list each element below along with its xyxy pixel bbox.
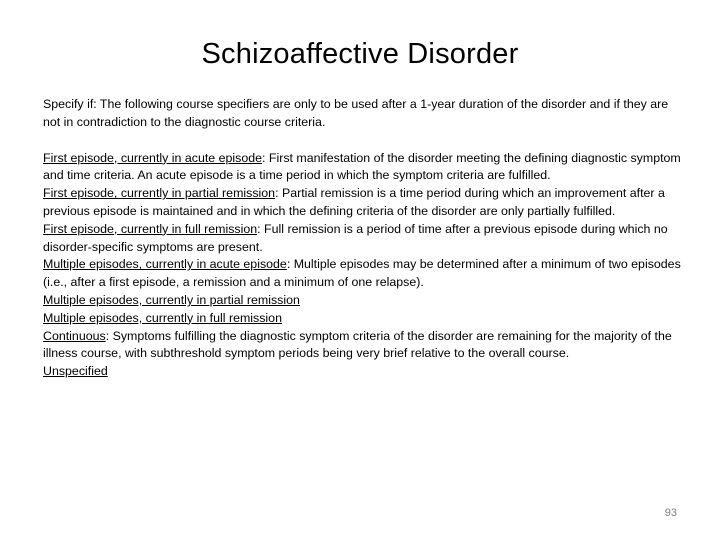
specifier-description: : First manifestation of the disorder meeting the defining diagnostic symptom and time criteria. An acute episode is a time period in which the symptom criteria are fulfilled.	[43, 150, 681, 183]
specifier-item	[43, 256, 683, 292]
specifier-term: Multiple episodes, currently in full remission	[43, 310, 282, 325]
specifier-term: Multiple episodes, currently in acute episode	[43, 257, 287, 272]
specifier-description: : Symptoms fulfilling the diagnostic symptom criteria of the disorder are remaining for the majority of the illness course, with subthreshold symptom periods being very brief relative to the overall course.	[43, 328, 672, 361]
specifier-term: First episode, currently in full remission	[43, 221, 258, 236]
specifier-description: : Multiple episodes may be determined after a minimum of two episodes (i.e., after a first episode, a remission and a minimum of one relapse).	[43, 257, 681, 290]
specifier-term: First episode, currently in partial remission	[43, 186, 276, 201]
slide-body	[43, 96, 683, 381]
specifier-item	[43, 150, 683, 186]
specifier-item	[43, 363, 683, 381]
specifier-term: Continuous	[43, 328, 106, 343]
page-number: 93	[664, 507, 677, 519]
specifier-term: Unspecified	[43, 364, 108, 379]
specifier-term: First episode, currently in acute episode	[43, 150, 263, 165]
specifier-term: Multiple episodes, currently in partial remission	[43, 292, 300, 307]
specifier-item	[43, 221, 683, 257]
slide-title: Schizoaffective Disorder	[201, 38, 519, 70]
intro-paragraph: Specify if: The following course specifiers are only to be used after a 1-year duration of the disorder and if they are not in contradiction to the diagnostic course criteria.	[43, 97, 669, 129]
specifier-item	[43, 310, 683, 328]
specifier-item	[43, 328, 683, 364]
specifier-description: : Full remission is a period of time after a previous episode during which no disorder-specific symptoms are present.	[43, 221, 668, 254]
specifier-description: : Partial remission is a time period during which an improvement after a previous episode is maintained and in which the defining criteria of the disorder are only partially fulfilled.	[43, 186, 665, 218]
specifier-item	[43, 292, 683, 310]
specifier-item	[43, 185, 683, 221]
